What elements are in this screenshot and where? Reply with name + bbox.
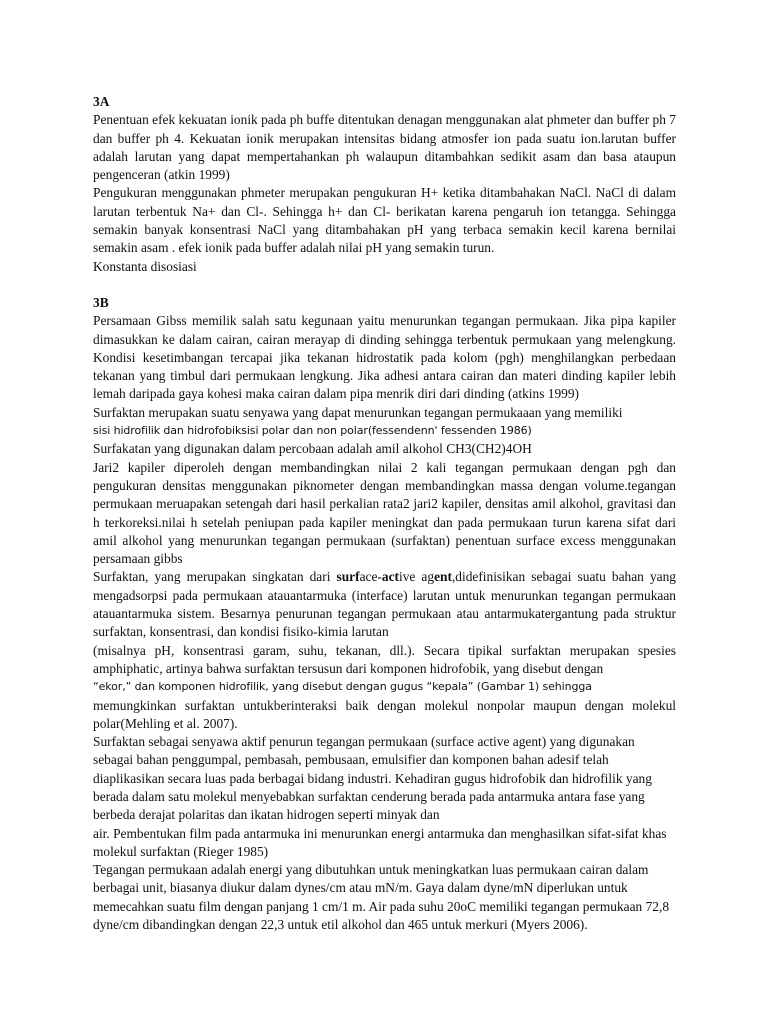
text-segment: ive ag bbox=[398, 569, 435, 585]
paragraph-surface-active-agent: Surfaktan sebagai senyawa aktif penurun tegangan permukaan (surface active agent) yang digunakan sebagai bahan penggumpal, pembasah, pembusaan, emulsifier dan komponen bahan adesif telah diaplikasikan secara luas pada berbagai bidang industri. Kehadiran gugus hidrofobik dan hidrofilik yang berada dalam satu molekul menyebabkan surfaktan cenderung berada pada antarmuka antara fase yang berbeda derajat polaritas dan ikatan hidrogen seperti minyak dan bbox=[93, 734, 652, 823]
bold-segment: surf bbox=[336, 569, 360, 585]
paragraph-gibbs: Persamaan Gibss memilik salah satu kegunaan yaitu menurunkan tegangan permukaan. Jika pipa kapiler dimasukkan ke dalam cairan, cairan merayap di dinding sehingga terbentuk permukaan yang melengkung. Kondisi kesetimbangan tercapai jika tekanan hidrostatik pada kolom (pgh) menghilangkan perbedaan tekanan yang timbul dari permukaan lengkung. Jika adhesi antara cairan dan materi dinding kapiler lebih lemah daripada gaya kohesi maka cairan dalam pipa menrik diri dari dinding (atkins 1999) bbox=[93, 313, 676, 402]
paragraph-tail-head: “ekor,” dan komponen hidrofilik, yang disebut dengan gugus “kepala” (Gambar 1) sehingga bbox=[93, 680, 592, 694]
bold-segment: ent bbox=[434, 569, 452, 585]
text-segment: Surfaktan, yang merupakan singkatan dari bbox=[93, 569, 337, 585]
text-segment: ace- bbox=[359, 569, 382, 585]
paragraph-surfactant-hydrophilic: sisi hidrofilik dan hidrofobiksisi polar dan non polar(fessendenn' fessenden 1986) bbox=[93, 424, 532, 438]
paragraph-amyl-alcohol: Surfakatan yang digunakan dalam percobaan adalah amil alkohol CH3(CH2)4OH bbox=[93, 441, 532, 457]
section-heading-3a: 3A bbox=[93, 94, 110, 109]
paragraph-phmeter: Pengukuran menggunakan phmeter merupakan pengukuran H+ ketika ditambahakan NaCl. NaCl di dalam larutan terbentuk Na+ dan Cl-. Sehingga h+ dan Cl- berikatan karena pengaruh ion tetangga. Sehingga semakin banyak konsentrasi NaCl yang ditambahakan pH yang terbaca semakin kecil karena bernilai semakin asam . efek ionik pada buffer adalah nilai pH yang semakin turun. bbox=[93, 185, 676, 256]
paragraph-surface-tension: Tegangan permukaan adalah energi yang dibutuhkan untuk meningkatkan luas permukaan cairan dalam berbagai unit, biasanya diukur dalam dynes/cm atau mN/m. Gaya dalam dyne/mN diperlukan untuk memecahkan suatu film dengan panjang 1 cm/1 m. Air pada suhu 20oC memiliki tegangan permukaan 72,8 dyne/cm dibandingkan dengan 22,3 untuk etil alkohol dan 465 untuk merkuri (Myers 2006). bbox=[93, 862, 670, 933]
paragraph-surfactant-definition: Surfaktan merupakan suatu senyawa yang dapat menurunkan tegangan permukaaan yang memiliki bbox=[93, 404, 623, 420]
bold-segment: act bbox=[381, 569, 399, 585]
paragraph-dissociation-constant: Konstanta disosiasi bbox=[93, 258, 197, 274]
paragraph-interaction: memungkinkan surfaktan untukberinteraksi baik dengan molekul nonpolar maupun dengan molekul polar(Mehling et al. 2007). bbox=[93, 697, 676, 731]
text-segment: ,didefinisikan sebagai suatu bahan yang mengadsorpsi pada permukaan atauantarmuka (interface) larutan untuk menurunkan tegangan permukaan atauantarmuka sistem. Besarnya penurunan tegangan permukaan atau antarmukatergantung pada struktur surfaktan, konsentrasi, dan kondisi fisiko-kimia larutan bbox=[93, 569, 676, 640]
section-heading-3b: 3B bbox=[93, 294, 109, 310]
paragraph-capillary-radius: Jari2 kapiler diperoleh dengan membandingkan nilai 2 kali tegangan permukaan dengan pgh dan pengukuran densitas menggunakan piknometer dengan membandingkan massa dengan volume.tegangan permukaan meruapakan setengah dari hasil perkalian rata2 jari2 kapiler, densitas amil alkohol, gravitasi dan h terkoreksi.nilai h setelah peniupan pada kapiler meningkat dan pada permukaan turun karena sifat dari amil alkohol yang menurunkan tegangan permukaan (surfaktan) penentuan surface excess menggunakan persamaan gibbs bbox=[93, 459, 676, 567]
paragraph-amphiphatic: (misalnya pH, konsentrasi garam, suhu, tekanan, dll.). Secara tipikal surfaktan merupakan spesies amphiphatic, artinya bahwa surfaktan tersusun dari komponen hidrofobik, yang disebut dengan bbox=[93, 642, 676, 676]
paragraph-ionic-strength: Penentuan efek kekuatan ionik pada ph buffe ditentukan denagan menggunakan alat phmeter dan buffer ph 7 dan buffer ph 4. Kekuatan ionik merupakan intensitas bidang atmosfer ion pada suatu ion.larutan buffer adalah larutan yang dapat mempertahankan ph walaupun ditambahkan sedikit asam dan basa ataupun pengenceran (atkin 1999) bbox=[93, 112, 676, 183]
paragraph-surfactant-acronym bbox=[93, 568, 676, 641]
document-body bbox=[93, 93, 676, 934]
paragraph-film-formation: air. Pembentukan film pada antarmuka ini menurunkan energi antarmuka dan menghasilkan sifat-sifat khas molekul surfaktan (Rieger 1985) bbox=[93, 825, 667, 859]
section-spacer bbox=[93, 276, 676, 294]
